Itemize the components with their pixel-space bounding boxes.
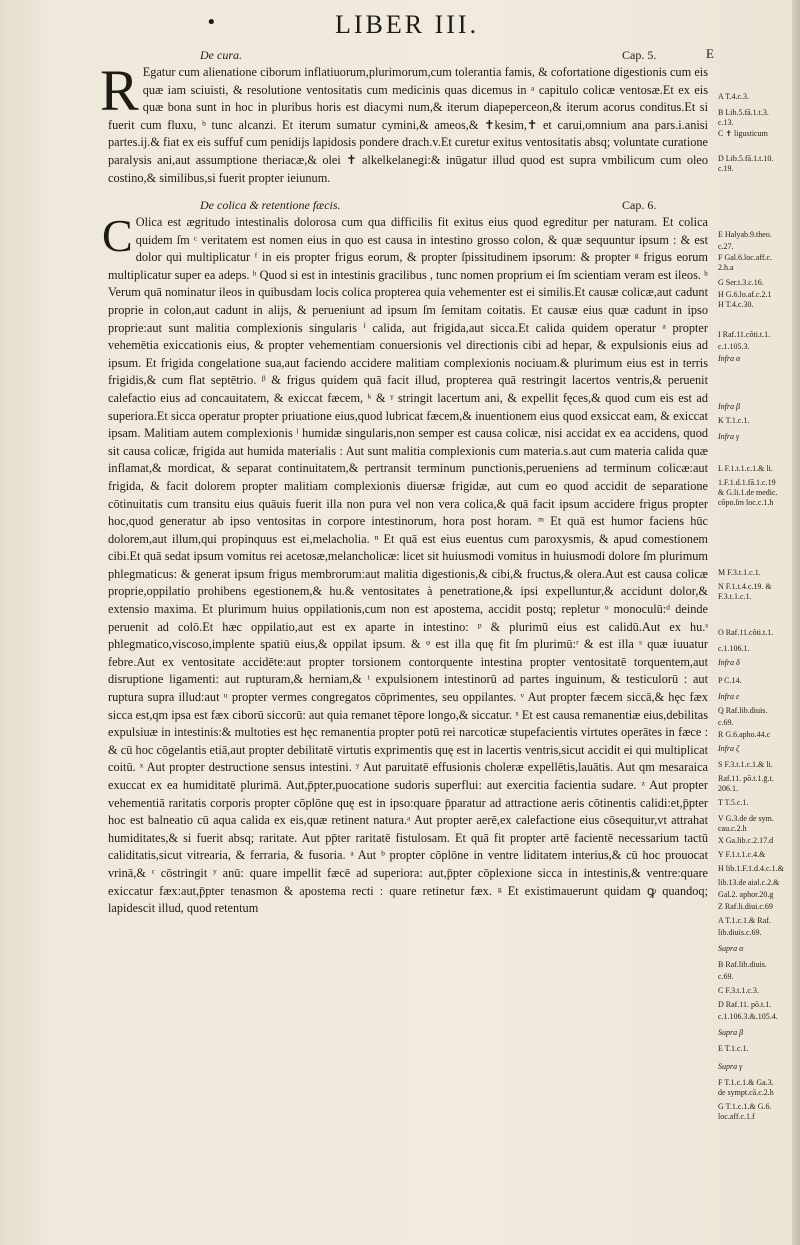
margin-note: L F.1.t.1.c.1.& li. <box>718 464 773 473</box>
margin-note: Infra γ <box>718 432 740 441</box>
margin-note: c.69. <box>718 718 734 727</box>
margin-note: Infra ε <box>718 692 740 701</box>
corner-letter: E <box>706 46 714 61</box>
margin-note: A T.1.c.1.& Raf. <box>718 916 771 925</box>
margin-note: F T.1.c.1.& Ga.3. <box>718 1078 774 1087</box>
margin-note: Infra β <box>718 402 740 411</box>
margin-note: E Halyab.9.theo. <box>718 230 772 239</box>
margin-note: G T.1.c.1.& G.6. <box>718 1102 772 1111</box>
section-2-text: Olica est ægritudo intestinalis dolorosa cum qua difficilis fit exitus eius quod egreditur per naturam. Et colica quidem ſm ᶜ veritatem est nomen eius in quo est causa in intestino grosso colon, & quæ sequuntur ipsum : & est dolor qui multiplicatur ᶠ in eis propter frigus eorum, & propter ſpissitudinem ipsorum: & propter ᵍ frigus eorum multiplicatur super ea adeps. ʰ Quod si est in intestinis gracilibus , tunc nomen proprium ei ſm scientiam veram est ileos. ʰ Verum quā nominatur ileos in quibusdam locis colica propterea quia vehementer est ei similis.Et causæ colicæ,aut cadunt proprie in colon,aut cadunt in alijs, & perueniunt ad ipsum ſm ſemitam coitatis. Et causæ eius quæ cadunt in ipso proprie:aut sunt malitia complexionis singularis ⁱ calida, aut frigida,aut sicca.Et calida quidem operatur ᵃ propter vehemētia exiccationis eius, & propter vehementiam conuersionis vel directionis cibi ad hepar, & expulsionis eius ad ipsum. Et frigida congelatione sua,aut faciendo accidere malitiam complexionis nociuam.& plurimum eius est in terris frigidis,& cum flat septētrio. ᵝ & frigus quidem quā facit illud, propterea quā restringit lacertos ventris,& peruenit calefactio eius ad concauitatem, & exiccat fæcem, ᵏ & ᵞ stringit lacertum ani, & expellit fęces,& quod cum eis est ad superiora.Et sicca operatur propter priuatione eius,quod lubricat fæcem,& inuentionem eius quod exsiccat eam, & exiccat ipsam. Malitiam autem complexionis ˡ humidæ singularis,non semper est causa colicæ, nisi accidat ex ea accidens, quod sit causa colicæ, frigida aut humida materialis : Aut sunt malitia complexionis cum materia.s.aut cum materia calida quæ inflamat,& mordicat, & separat continuitatem,& pertransit terminum punctionis,perueniens ad terminum colicæ:aut frigida, & facit dolorem propter malitiam complexionis diuersæ frigidæ, aut cum eo quod accidit de separatione cōtinuitatis cum transitu eius quāuis fuerit illa non pura vel non vera colica,& quā facit ipsum accidere frigus propter hoc,quod generatur ab ipso ventositas in corpore intestinorum, hora post horam. ᵐ Et quā est humor faciens hūc dolorem,aut illum,qui propinquus est ei,melacholia. ⁿ Et quā est eius euentus cum paroxysmis, & apud comestionem cibi.Et quā sedat ipsum vomitus rei acetosæ,melancholicæ: licet sit huiusmodi vomitus in huiusmodi dolore ſm plurimum phlegmaticus: & generat ipsum frigus membrorum:aut malitia digestionis,& cibi,& fructus,& olera.Aut est causa colicæ proprie,oppilatio prohibens egestionem,& hu.& ventositates à penetratione,& ipsi expelluntur,& accidunt dolor,& extensio maxima. Et plurimum huius oppilationis,cum non est apostema, accidit postq; repletur ᵒ monoculū:ᵈ deinde peruenit ad colō.Et hæc oppilatio,aut est ex aparte in intestino: ᵖ & plurimū eius est calidū.Aut ex hu.ˢ phlegmatico,viscoso,implente spatiū eius,& oppilat ipsum. & ᵠ est illa quę fit ſm plurimū:ʳ & est illa ˢ quæ iuuatur febre.Aut ex ventositate accidēte:aut propter torsionem contorquente intestina propter ventositatē torquentem,aut disruptione ligamenti: aut rupturam,& herniam,& ᵗ expulsionem intestinorū ad partes inguinum, & testiculorū : aut ruptura supra illud:aut ᵘ propter vermes congregatos cōprimentes, seu oppilantes. ᵛ Aut propter fæcem siccā,& hęc fæx sicca est,qm ipsa est fæx ciborū siccorū: aut quia remanet tēpore longo,& siccatur. ˣ Et est causa remanentiæ eius,debilitas expulsiuæ in intestinis:& multoties est hęc remanentia propter potū rei narcoticæ stupefacientis virtutes operātes in fæce : & cū hoc cōgelantis etiā,aut propter debilitatē virtutis exprimentis quę est in lacertis ventris,sicut accidit ei qui multiplicat coitū. ˣ Aut propter destructione sensus intestini. ʸ Aut paruitatē effusionis choleræ expellētis,lauātis. Aut qm mesaraica exuccat ex ea humiditatē plurimā. Aut,p̄pter,puocatione sudoris superflui: aut exercitia facientia sudare. ᶻ Aut propter vehementiā raritatis corporis propter cōplōne quę est in ipso:quare p̄paratur ad attractione aeris cōtinentis calidi:et,p̄pter hoc est balneatio cū aqua calida ex eis,quæ retinent natura.ᵃ Aut propter aerē,ex calefactione eius cōsequitur,vt attrahat humiditates,& si fuerit absq; raritate. Aut pp̄ter raritatē fistulosam. Et quā fit propter artē facientē necessarium tactū caliditatis,sicut vitrearia, & ferraria, & fusoria. ᵃ Aut ᵇ propter cōplōne in ventre liditatem interius,& cū hoc prouocat vrinā,& ᶜ cōstringit ʸ anū: quare impellit fæcē ad superiora: aut,p̄pter cōplexione sicca in intestinis,& ventre:quare exiccatur fæx:aut,p̄pter tenasmon & apostema recti : quare retinetur fæx. ᵍ Et existimauerunt quidam ꝙ quandoq; lapidescit illud, quod retentum <box>108 215 708 916</box>
margin-note: Raf.11. pō.t.1.ḡ.t. <box>718 774 774 783</box>
margin-note: Gal.2. aphor.20.g <box>718 890 774 899</box>
header-bullet: • <box>206 12 217 33</box>
margin-note: lib.diuis.c.69. <box>718 928 762 937</box>
margin-note: Y F.1.t.1.c.4.& <box>718 850 766 859</box>
margin-note: V G.3.de de sym. <box>718 814 774 823</box>
margin-note: cōpo.ſm loc.c.1.h <box>718 498 774 507</box>
margin-note: de sympt.cā.c.2.h <box>718 1088 774 1097</box>
margin-note: H T.4.c.30. <box>718 300 754 309</box>
margin-note: E T.1.c.1. <box>718 1044 749 1053</box>
margin-note: M F.3.t.1.c.1. <box>718 568 761 577</box>
section-heading-de-colica: De colica & retentione fæcis. <box>200 198 341 212</box>
margin-note: H lib.1.F.1.d.4.c.1.& <box>718 864 784 873</box>
margin-note: 2.h.a <box>718 263 734 272</box>
margin-note: cau.c.2.h <box>718 824 747 833</box>
margin-note: N F.1.t.4.c.19. & <box>718 582 772 591</box>
page-edge <box>792 0 800 1245</box>
margin-note: I Raf.11.côti.t.1. <box>718 330 771 339</box>
margin-note: c.1.106.1. <box>718 644 750 653</box>
margin-note: loc.aff.c.1.f <box>718 1112 755 1121</box>
margin-note: X Ga.lib.c.2.17.d <box>718 836 774 845</box>
margin-note: Q Raf.lib.diuis. <box>718 706 768 715</box>
margin-note: A T.4.c.3. <box>718 92 750 101</box>
margin-note: F.3.t.1.c.1. <box>718 592 752 601</box>
margin-note: c.1.106.3.&.105.4. <box>718 1012 778 1021</box>
margin-note: c.19. <box>718 164 734 173</box>
running-title: LIBER III. <box>335 10 480 39</box>
margin-note: c.27. <box>718 242 734 251</box>
margin-note: T T.5.c.1. <box>718 798 749 807</box>
margin-note: Infra δ <box>718 658 740 667</box>
margin-note: B Raf.lib.diuis. <box>718 960 767 969</box>
margin-note: K T.1.c.1. <box>718 416 750 425</box>
margin-note: G Ser.t.3.c.16. <box>718 278 764 287</box>
margin-note: 1.F.1.d.1.fā.1.c.19 <box>718 478 776 487</box>
margin-note: C F.3.t.1.c.3. <box>718 986 759 995</box>
section-1-text: Egatur cum alienatione ciborum inflatiuorum,plurimorum,cum tolerantia famis, & cofortatione digestionis cum eis quæ iam sciuisti, & resolutione ventositatis cum medicinis quas dicemus in ᵃ capitulo colicæ ventosæ.Et ex eis quæ bona sunt in hoc in pluribus horis est diacymi num,& iterum diapeperceon,& iterum acorus conditus.Et si fuerit cum fluxu, ᵇ tunc alcanzi. Et iterum sumatur cymini,& ameos,& ✝kesim,✝ et carui,omnium ana pars.i.anisi partes.ij.& fiat ex eis suffuf cum penidijs lapidosis pondere drach.v.Et curetur exitus ventositatis absq; voluntate curatione paralysis ani,aut assumptione theriacæ,& olei ✝ alkelkelanegi:& inūgatur illud quod est supra vmbilicum cum oleo costino,& similibus,si fuerit propter ieiunum. <box>108 65 708 185</box>
margin-note: Supra γ <box>718 1062 743 1071</box>
margin-note: c.1.105.3. <box>718 342 750 351</box>
margin-note: C ✝ ligusticum <box>718 129 768 138</box>
chapter-number-5: Cap. 5. <box>622 48 657 62</box>
section-heading-de-cura: De cura. <box>200 48 242 62</box>
section-2-body <box>102 210 708 1224</box>
margin-note: 206.1. <box>718 784 738 793</box>
margin-note: S F.3.t.1.c.1.& li. <box>718 760 773 769</box>
margin-note: c.69. <box>718 972 734 981</box>
margin-note: D Lib.5.fā.1.t.10. <box>718 154 774 163</box>
margin-note: Supra α <box>718 944 744 953</box>
margin-note: P C.14. <box>718 676 742 685</box>
margin-note: F Gal.6.loc.aff.c. <box>718 253 773 262</box>
margin-note: H G.6.lo.af.c.2.1 <box>718 290 772 299</box>
margin-note: Infra α <box>718 354 741 363</box>
margin-note: D Raf.11. pō.t.1. <box>718 1000 772 1009</box>
margin-note: Infra ζ <box>718 744 740 753</box>
margin-note: O Raf.11.côti.t.1. <box>718 628 774 637</box>
chapter-number-6: Cap. 6. <box>622 198 657 212</box>
dropcap-c: C <box>102 210 133 261</box>
margin-note: & G.li.1.de medic. <box>718 488 778 497</box>
dropcap-r: R <box>100 58 139 123</box>
margin-note: lib.13.de aial.c.2.& <box>718 878 780 887</box>
margin-note: B Lib.5.fā.1.t.3. <box>718 108 769 117</box>
margin-note: c.13. <box>718 118 734 127</box>
margin-note: Supra β <box>718 1028 744 1037</box>
margin-note: Z Raf.li.diui.c.69 <box>718 902 773 911</box>
section-1-body <box>100 58 708 192</box>
margin-note: R G.6.apho.44.c <box>718 730 771 739</box>
